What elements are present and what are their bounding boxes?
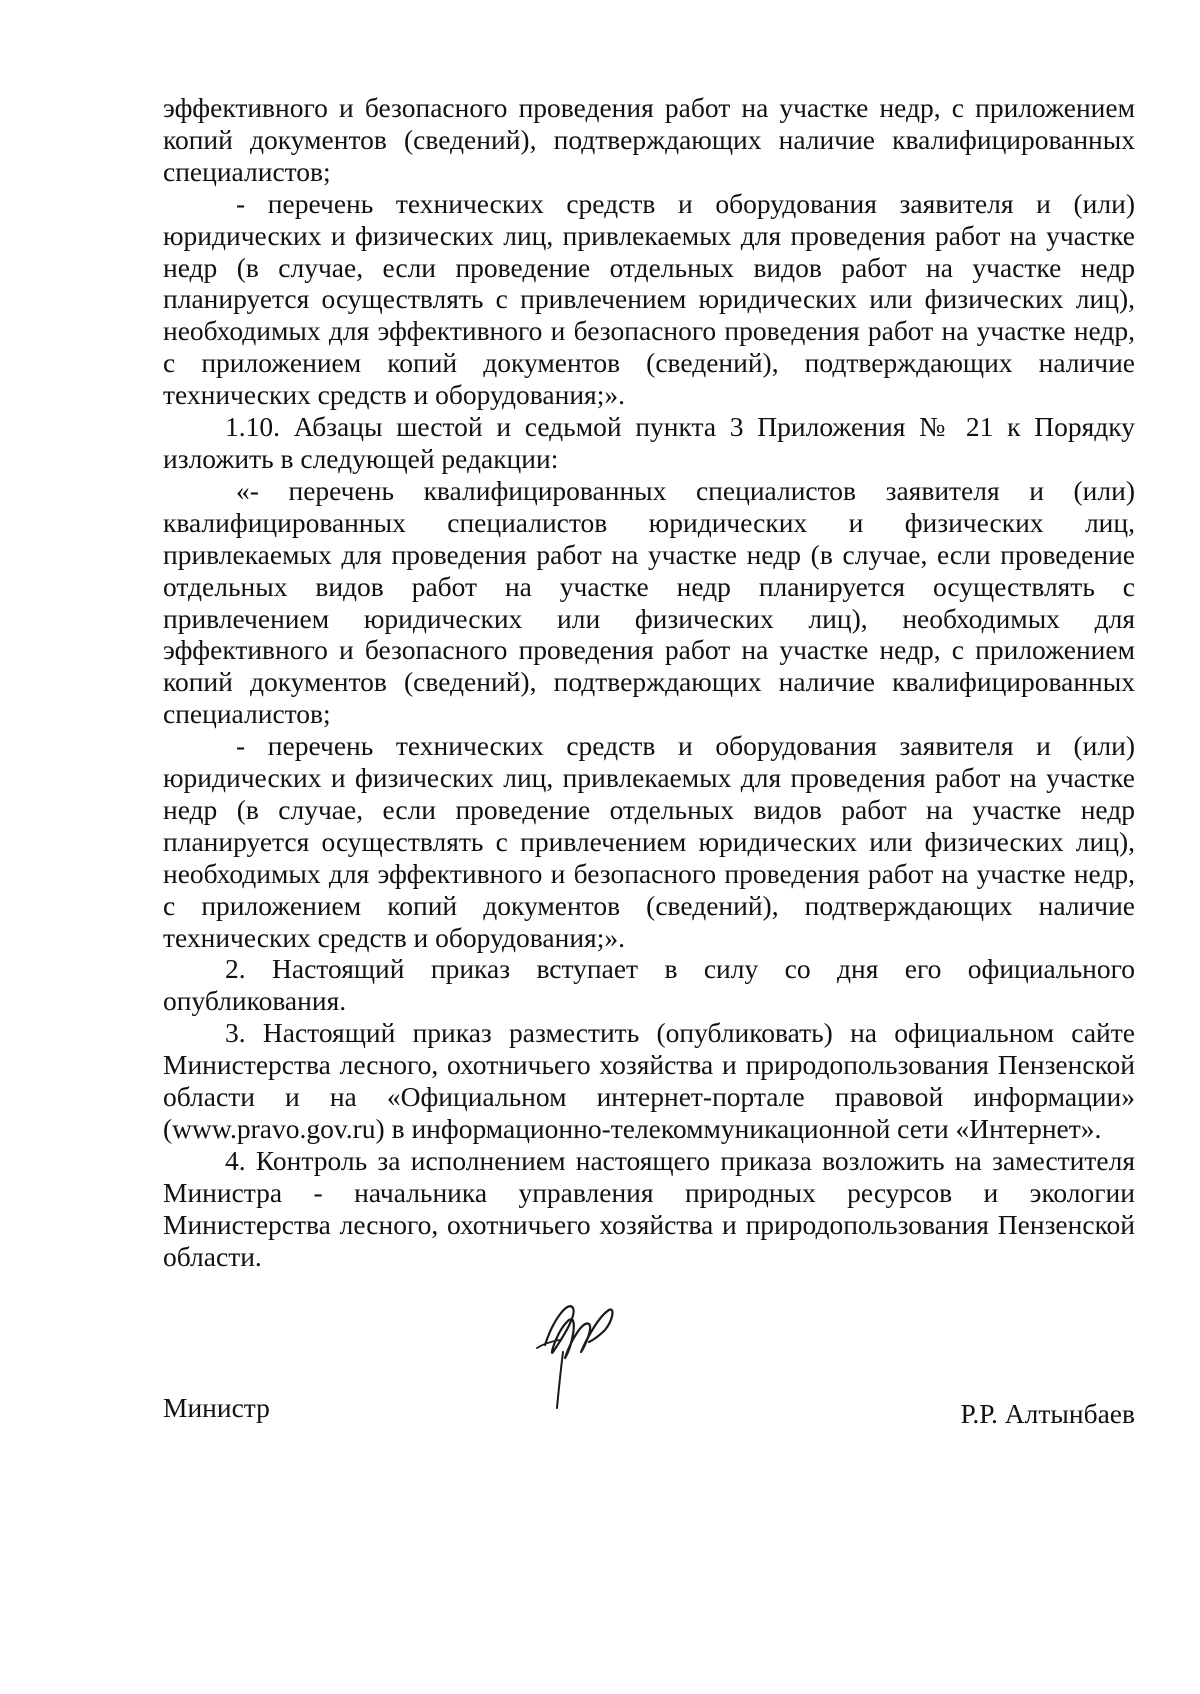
paragraph-3: 3. Настоящий приказ разместить (опубликовать) на официальном сайте Министерства лесного, охотничьего хозяйства и природопользования Пензенской области и на «Официальном интернет-портале правовой информации» (www.pravo.gov.ru) в информационно-телекоммуникационной сети «Интернет». — [163, 1017, 1135, 1144]
paragraph-specialists-list: «- перечень квалифицированных специалистов заявителя и (или) квалифицированных специалистов юридических и физических лиц, привлекаемых для проведения работ на участке недр (в случае, если проведение отдельных видов работ на участке недр планируется осуществлять с привлечением юридических или физических лиц), необходимых для эффективного и безопасного проведения работ на участке недр, с приложением копий документов (сведений), подтверждающих наличие квалифицированных специалистов; — [163, 474, 1135, 730]
signatory-name: Р.Р. Алтынбаев — [960, 1398, 1135, 1429]
signature-block — [163, 1290, 1135, 1429]
paragraph-equipment-list: - перечень технических средств и оборудования заявителя и (или) юридических и физических лиц, привлекаемых для проведения работ на участке недр (в случае, если проведение отдельных видов работ на участке недр планируется осуществлять с привлечением юридических или физических лиц), необходимых для эффективного и безопасного проведения работ на участке недр, с приложением копий документов (сведений), подтверждающих наличие технических средств и оборудования;». — [163, 187, 1135, 411]
signatory-title: Министр — [163, 1392, 270, 1423]
paragraph-1-10: 1.10. Абзацы шестой и седьмой пункта 3 Приложения № 21 к Порядку изложить в следующей редакции: — [163, 411, 1135, 474]
paragraph-4: 4. Контроль за исполнением настоящего приказа возложить на заместителя Министра - начальника управления природных ресурсов и экологии Министерства лесного, охотничьего хозяйства и природопользования Пензенской области. — [163, 1144, 1135, 1272]
paragraph-2: 2. Настоящий приказ вступает в силу со дня его официального опубликования. — [163, 953, 1135, 1017]
paragraph-continuation: эффективного и безопасного проведения работ на участке недр, с приложением копий документов (сведений), подтверждающих наличие квалифицированных специалистов; — [163, 92, 1135, 187]
handwritten-signature — [523, 1290, 623, 1420]
paragraph-equipment-list-2: - перечень технических средств и оборудования заявителя и (или) юридических и физических лиц, привлекаемых для проведения работ на участке недр (в случае, если проведение отдельных видов работ на участке недр планируется осуществлять с привлечением юридических или физических лиц), необходимых для эффективного и безопасного проведения работ на участке недр, с приложением копий документов (сведений), подтверждающих наличие технических средств и оборудования;». — [163, 730, 1135, 953]
document-body — [163, 92, 1135, 1273]
